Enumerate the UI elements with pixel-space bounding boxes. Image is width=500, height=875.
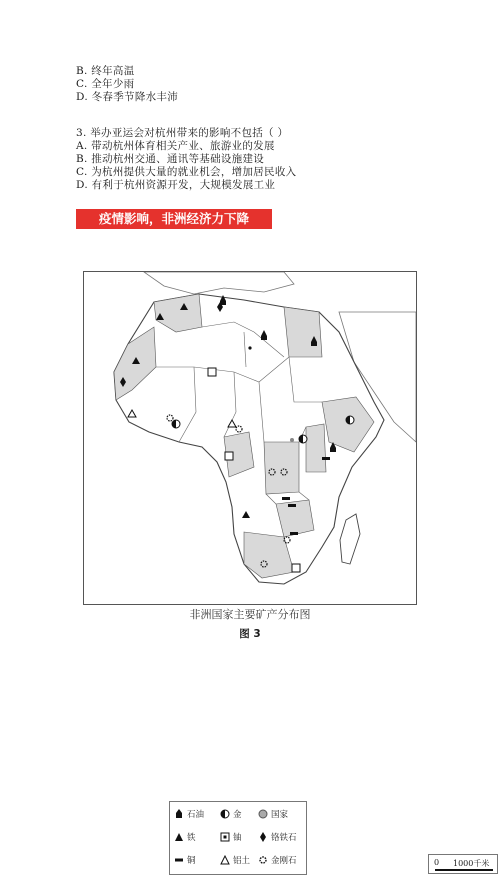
figure-label: 图 3 — [239, 628, 261, 640]
q3-option-a: A. 带动杭州体育相关产业、旅游业的发展 — [76, 140, 275, 152]
q2-option-d: D. 冬春季节降水丰沛 — [76, 91, 179, 103]
africa-map-svg — [84, 272, 416, 604]
iron-icon — [174, 832, 184, 842]
legend-oil: 石油 — [174, 808, 204, 820]
country-fill — [264, 442, 299, 494]
oil-icon — [174, 809, 184, 819]
copper-icon — [174, 855, 184, 865]
country-icon — [258, 809, 268, 819]
legend-iron: 铁 — [174, 831, 196, 843]
scale-line — [435, 869, 493, 871]
bauxite-icon — [220, 855, 230, 865]
country-dot — [248, 346, 251, 349]
country-fill — [306, 424, 326, 472]
uranium-symbol — [292, 564, 300, 572]
q3-stem: 3. 举办亚运会对杭州带来的影响不包括（ ） — [76, 127, 289, 139]
q3-option-d: D. 有利于杭州资源开发，大规模发展工业 — [76, 179, 276, 191]
uranium-symbol — [208, 368, 216, 376]
q2-option-c: C. 全年少雨 — [76, 78, 135, 90]
map-legend — [169, 801, 307, 875]
gold-icon — [220, 809, 230, 819]
q2-option-b: B. 终年高温 — [76, 65, 135, 77]
copper-symbol — [322, 457, 330, 460]
uranium-icon — [220, 832, 230, 842]
copper-symbol — [282, 497, 290, 500]
copper-symbol — [290, 532, 298, 535]
legend-chromite: 铬铁石 — [258, 831, 297, 843]
country-fill — [284, 307, 322, 357]
scale-label: 1000千米 — [453, 859, 490, 868]
map-caption: 非洲国家主要矿产分布图 — [189, 608, 311, 621]
uranium-symbol — [225, 452, 233, 460]
chromite-icon — [258, 832, 268, 842]
legend-gold: 金 — [220, 808, 242, 820]
country-dot — [290, 438, 294, 442]
scale-bar — [428, 854, 498, 874]
legend-country: 国家 — [258, 808, 288, 820]
madagascar — [340, 514, 360, 564]
legend-uranium: 铀 — [220, 831, 242, 843]
diamond-icon — [258, 855, 268, 865]
q3-option-b: B. 推动杭州交通、通讯等基础设施建设 — [76, 153, 265, 165]
section-banner: 疫情影响，非洲经济力下降 — [76, 209, 272, 229]
copper-symbol — [288, 504, 296, 507]
q3-option-c: C. 为杭州提供大量的就业机会，增加居民收入 — [76, 166, 297, 178]
scale-zero: 0 — [434, 858, 440, 867]
legend-bauxite: 铝土 — [220, 854, 250, 866]
europe-land — [144, 272, 294, 294]
legend-diamond: 金刚石 — [258, 854, 297, 866]
legend-copper: 铜 — [174, 854, 196, 866]
